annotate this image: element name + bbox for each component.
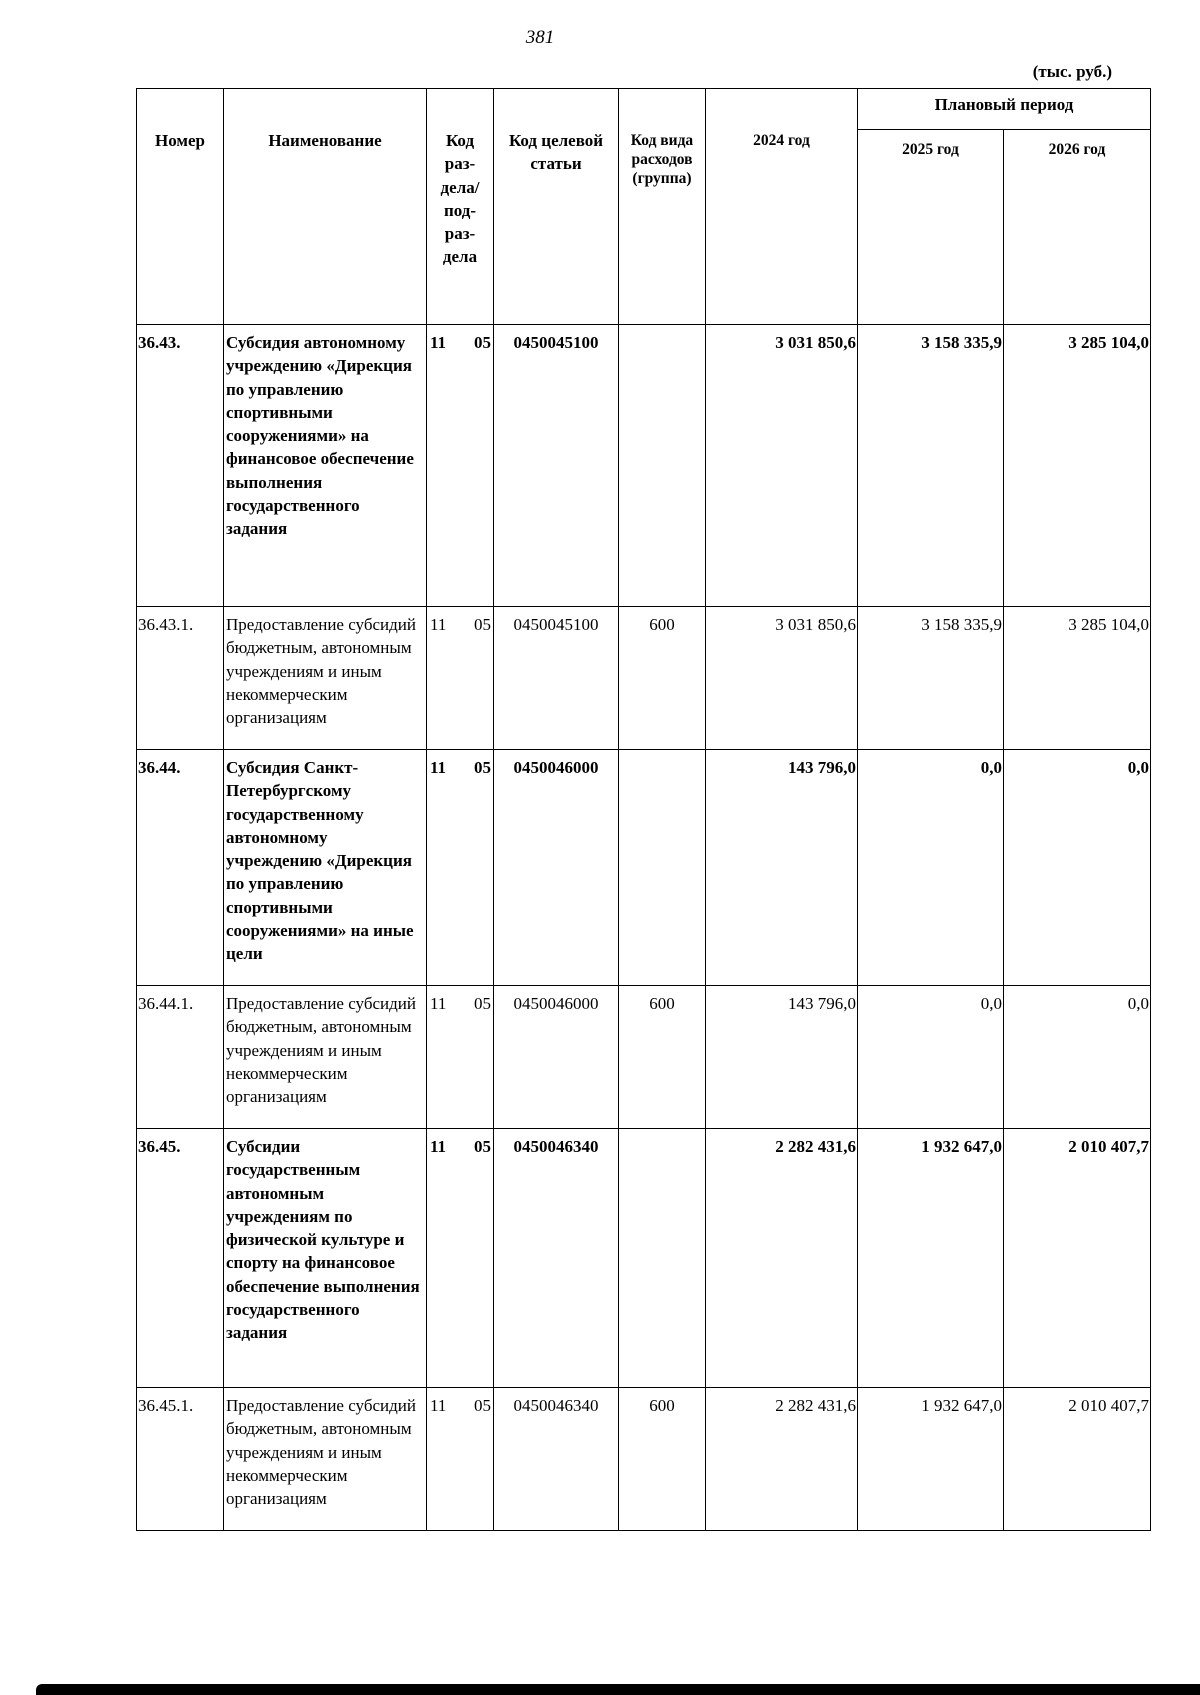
header-name: Наименование [224,89,427,325]
header-section-code: Код раз-дела/ под-раз-дела [427,89,494,325]
table-row [137,1129,1151,1388]
table-row [137,1388,1151,1531]
row-expense-type: 600 [619,1388,706,1531]
row-name: Предоставление субсидий бюджетным, автономным учреждениям и иным некоммерческим организациям [224,986,427,1129]
table-row [137,986,1151,1129]
row-amount-2026: 2 010 407,7 [1004,1129,1151,1388]
row-amount-2025: 0,0 [858,986,1004,1129]
row-amount-2024: 3 031 850,6 [706,607,858,750]
budget-table [136,88,1151,1531]
row-amount-2025: 3 158 335,9 [858,607,1004,750]
row-razdel: 11 [430,758,447,777]
row-target-code: 0450046000 [494,986,619,1129]
units-label: (тыс. руб.) [1032,62,1112,81]
row-section-code [427,1129,494,1388]
row-target-code: 0450045100 [494,607,619,750]
row-name: Предоставление субсидий бюджетным, автономным учреждениям и иным некоммерческим организациям [224,1388,427,1531]
row-razdel: 11 [430,1396,447,1415]
row-number: 36.43. [137,325,224,607]
row-number: 36.44. [137,750,224,986]
row-name: Субсидия Санкт-Петербургскому государственному автономному учреждению «Дирекция по управлению спортивными сооружениями» на иные цели [224,750,427,986]
row-razdel: 11 [430,333,447,352]
row-amount-2024: 2 282 431,6 [706,1129,858,1388]
header-planned-period: Плановый период [858,89,1151,130]
row-section-code [427,607,494,750]
row-name: Субсидии государственным автономным учреждениям по физической культуре и спорту на финансовое обеспечение выполнения государственного задания [224,1129,427,1388]
row-expense-type [619,325,706,607]
row-expense-type [619,750,706,986]
row-podrazdel: 05 [474,1396,491,1415]
row-number: 36.43.1. [137,607,224,750]
header-number: Номер [137,89,224,325]
row-amount-2025: 0,0 [858,750,1004,986]
row-amount-2026: 3 285 104,0 [1004,607,1151,750]
row-section-code [427,325,494,607]
row-amount-2025: 1 932 647,0 [858,1388,1004,1531]
header-expense-type-code: Код вида расходов (группа) [619,89,706,325]
row-amount-2025: 1 932 647,0 [858,1129,1004,1388]
table-row [137,325,1151,607]
row-amount-2024: 143 796,0 [706,750,858,986]
header-year-2026: 2026 год [1004,130,1151,325]
row-podrazdel: 05 [474,1137,491,1156]
header-year-2025: 2025 год [858,130,1004,325]
row-section-code [427,750,494,986]
row-amount-2026: 0,0 [1004,986,1151,1129]
row-podrazdel: 05 [474,758,491,777]
row-name: Предоставление субсидий бюджетным, автономным учреждениям и иным некоммерческим организациям [224,607,427,750]
row-target-code: 0450045100 [494,325,619,607]
row-amount-2024: 2 282 431,6 [706,1388,858,1531]
row-name: Субсидия автономному учреждению «Дирекция по управлению спортивными сооружениями» на финансовое обеспечение выполнения государственного задания [224,325,427,607]
row-amount-2026: 0,0 [1004,750,1151,986]
scan-edge-bar [36,1684,1200,1695]
row-amount-2025: 3 158 335,9 [858,325,1004,607]
row-target-code: 0450046000 [494,750,619,986]
row-razdel: 11 [430,994,447,1013]
row-section-code [427,986,494,1129]
row-number: 36.44.1. [137,986,224,1129]
row-podrazdel: 05 [474,615,491,634]
row-amount-2026: 2 010 407,7 [1004,1388,1151,1531]
row-section-code [427,1388,494,1531]
row-target-code: 0450046340 [494,1388,619,1531]
row-expense-type: 600 [619,986,706,1129]
table-row [137,750,1151,986]
row-number: 36.45.1. [137,1388,224,1531]
page-number: 381 [525,27,555,48]
row-podrazdel: 05 [474,994,491,1013]
row-amount-2026: 3 285 104,0 [1004,325,1151,607]
row-expense-type: 600 [619,607,706,750]
header-target-code: Код целевой статьи [494,89,619,325]
row-number: 36.45. [137,1129,224,1388]
row-razdel: 11 [430,615,447,634]
table-row [137,607,1151,750]
row-target-code: 0450046340 [494,1129,619,1388]
row-razdel: 11 [430,1137,447,1156]
row-expense-type [619,1129,706,1388]
row-podrazdel: 05 [474,333,491,352]
row-amount-2024: 3 031 850,6 [706,325,858,607]
header-year-2024: 2024 год [706,89,858,325]
row-amount-2024: 143 796,0 [706,986,858,1129]
